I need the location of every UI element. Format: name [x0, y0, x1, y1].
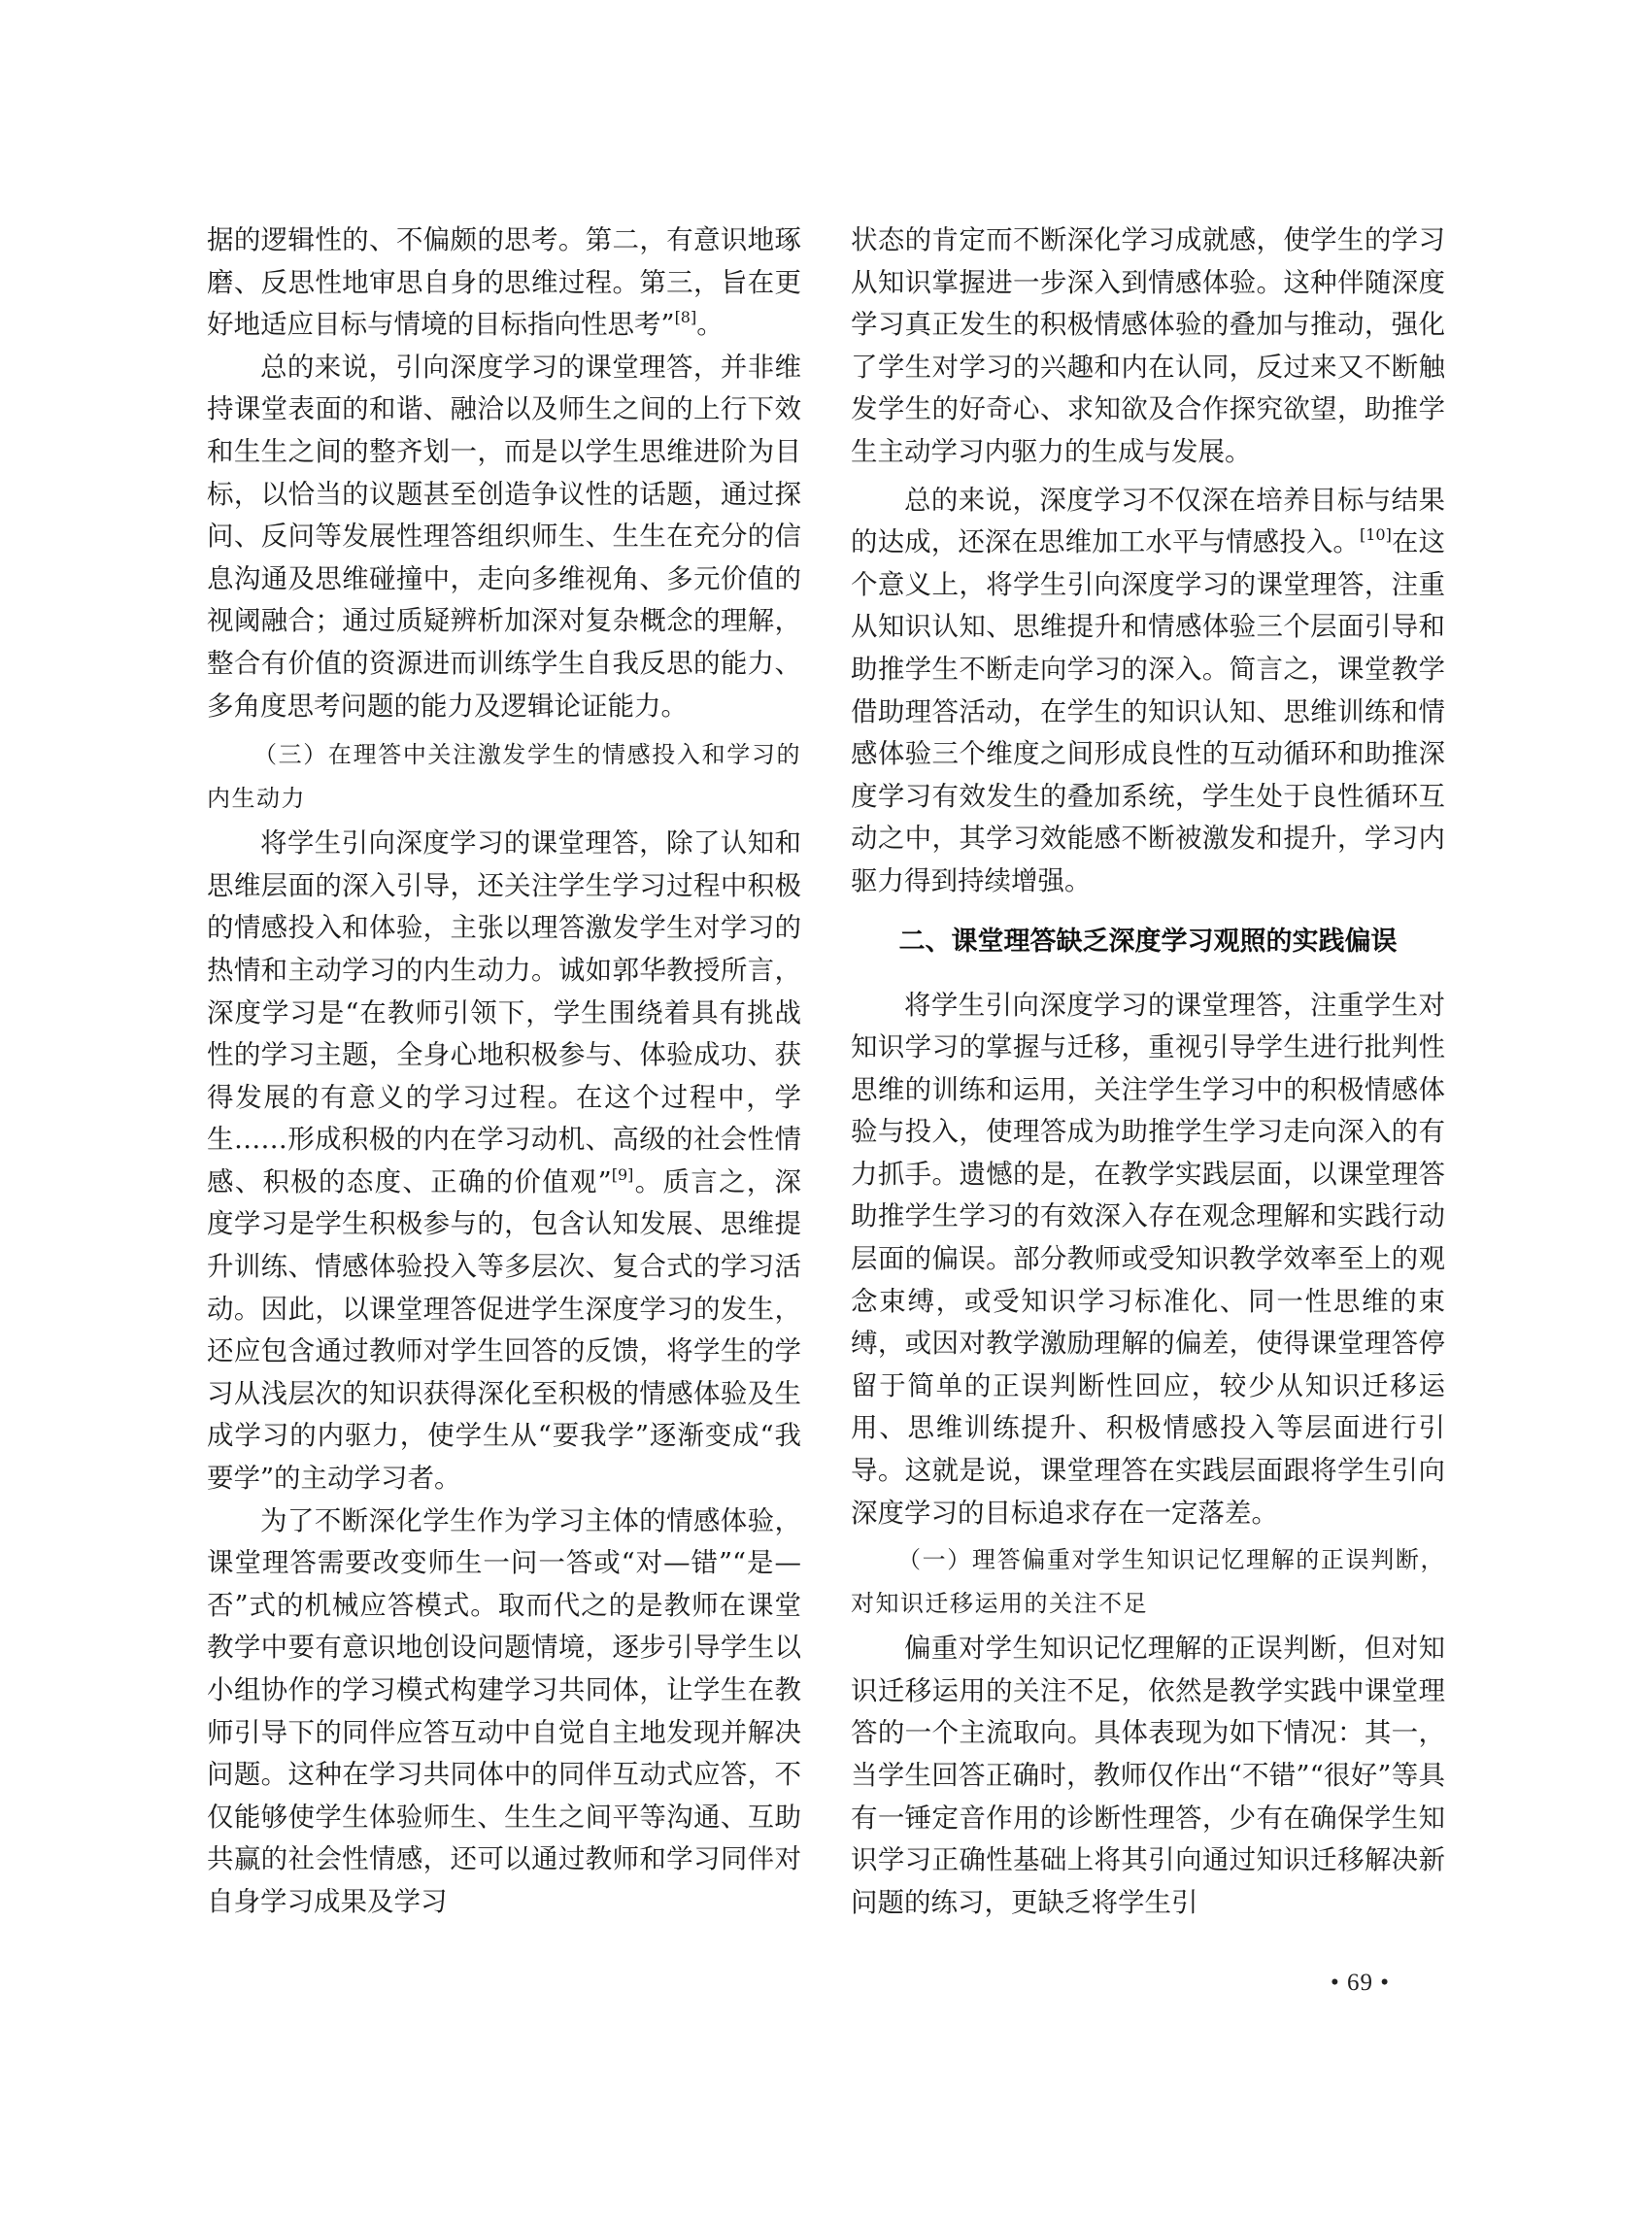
- paragraph-text-end: 。: [696, 309, 724, 341]
- paragraph-practice: 将学生引向深度学习的课堂理答，注重学生对知识学习的掌握与迁移，重视引导学生进行批判性思维的训练和运用，关注学生学习中的积极情感体验与投入，使理答成为助推学生学习走向深入的有力抓手。遗憾的是，在教学实践层面，以课堂理答助推学生学习的有效深入存在观念理解和实践行动层面的偏误。部分教师或受知识教学效率至上的观念束缚，或受知识学习标准化、同一性思维的束缚，或因对教学激励理解的偏差，使得课堂理答停留于简单的正误判断性回应，较少从知识迁移运用、思维训练提升、积极情感投入等层面进行引导。这就是说，课堂理答在实践层面跟将学生引向深度学习的目标追求存在一定落差。: [851, 989, 1445, 1529]
- paragraph-text: 总的来说，深度学习不仅深在培养目标与结果的达成，还深在思维加工水平与情感投入。: [851, 484, 1445, 558]
- paragraph-text: 将学生引向深度学习的课堂理答，除了认知和思维层面的深入引导，还关注学生学习过程中积极的情感投入和体验，主张以理答激发学生对学习的热情和主动学习的内生动力。诚如郭华教授所言，深度学习是“在教师引领下，学生围绕着具有挑战性的学习主题，全身心地积极参与、体验成功、获得发展的有意义的学习过程。在这个过程中，学生……形成积极的内在学习动机、高级的社会性情感、积极的态度、正确的价值观”: [207, 827, 801, 1197]
- paragraph-text-end: 。质言之，深度学习是学生积极参与的，包含认知发展、思维提升训练、情感体验投入等多层次、复合式的学习活动。因此，以课堂理答促进学生深度学习的发生，还应包含通过教师对学生回答的反馈，将学生的学习从浅层次的知识获得深化至积极的情感体验及生成学习的内驱力，使学生从“要我学”逐渐变成“我要学”的主动学习者。: [207, 1165, 802, 1495]
- left-column: [207, 219, 801, 1924]
- citation-8: [8]: [674, 308, 697, 327]
- subsection-heading-1: （一）理答偏重对学生知识记忆理解的正误判断，对知识迁移运用的关注不足: [851, 1546, 1445, 1618]
- section-heading-2: 二、课堂理答缺乏深度学习观照的实践偏误: [898, 926, 1398, 957]
- paragraph-summary: [851, 480, 1445, 903]
- paragraph-text: 据的逻辑性的、不偏颇的思考。第二，有意识地琢磨、反思性地审思自身的思维过程。第三，旨在更好地适应目标与情境的目标指向性思考”: [207, 224, 801, 341]
- paragraph-continued: 状态的肯定而不断深化学习成就感，使学生的学习从知识掌握进一步深入到情感体验。这种伴随深度学习真正发生的积极情感体验的叠加与推动，强化了学生对学习的兴趣和内在认同，反过来又不断触发学生的好奇心、求知欲及合作探究欲望，助推学生主动学习内驱力的生成与发展。: [851, 224, 1445, 467]
- subsection-heading-3: （三）在理答中关注激发学生的情感投入和学习的内生动力: [207, 741, 801, 813]
- citation-10: [10]: [1360, 525, 1392, 545]
- right-column: [851, 219, 1445, 1924]
- paragraph-memory: 偏重对学生知识记忆理解的正误判断，但对知识迁移运用的关注不足，依然是教学实践中课堂理答的一个主流取向。具体表现为如下情况：其一，当学生回答正确时，教师仅作出“不错”“很好”等具有一锤定音作用的诊断性理答，少有在确保学生知识学习正确性基础上将其引向通过知识迁移解决新问题的练习，更缺乏将学生引: [851, 1633, 1445, 1918]
- page-number: • 69 •: [1331, 1970, 1391, 1996]
- paragraph-emotion: [207, 823, 801, 1500]
- paragraph-continued: [207, 219, 801, 347]
- paragraph-summary: 总的来说，引向深度学习的课堂理答，并非维持课堂表面的和谐、融洽以及师生之间的上行下效和生生之间的整齐划一，而是以学生思维进阶为目标，以恰当的议题甚至创造争议性的话题，通过探问、反问等发展性理答组织师生、生生在充分的信息沟通及思维碰撞中，走向多维视角、多元价值的视阈融合；通过质疑辨析加深对复杂概念的理解，整合有价值的资源进而训练学生自我反思的能力、多角度思考问题的能力及逻辑论证能力。: [207, 351, 801, 722]
- paragraph-text-end: 在这个意义上，将学生引向深度学习的课堂理答，注重从知识认知、思维提升和情感体验三个层面引导和助推学生不断走向学习的深入。简言之，课堂教学借助理答活动，在学生的知识认知、思维训练和情感体验三个维度之间形成良性的互动循环和助推深度学习有效发生的叠加系统，学生处于良性循环互动之中，其学习效能感不断被激发和提升，学习内驱力得到持续增强。: [851, 526, 1446, 896]
- paragraph-experience: 为了不断深化学生作为学习主体的情感体验，课堂理答需要改变师生一问一答或“对—错”“是—否”式的机械应答模式。取而代之的是教师在课堂教学中要有意识地创设问题情境，逐步引导学生以小组协作的学习模式构建学习共同体，让学生在教师引导下的同伴应答互动中自觉自主地发现并解决问题。这种在学习共同体中的同伴互动式应答，不仅能够使学生体验师生、生生之间平等沟通、互助共赢的社会性情感，还可以通过教师和学习同伴对自身学习成果及学习: [207, 1504, 801, 1917]
- citation-9: [9]: [611, 1164, 634, 1184]
